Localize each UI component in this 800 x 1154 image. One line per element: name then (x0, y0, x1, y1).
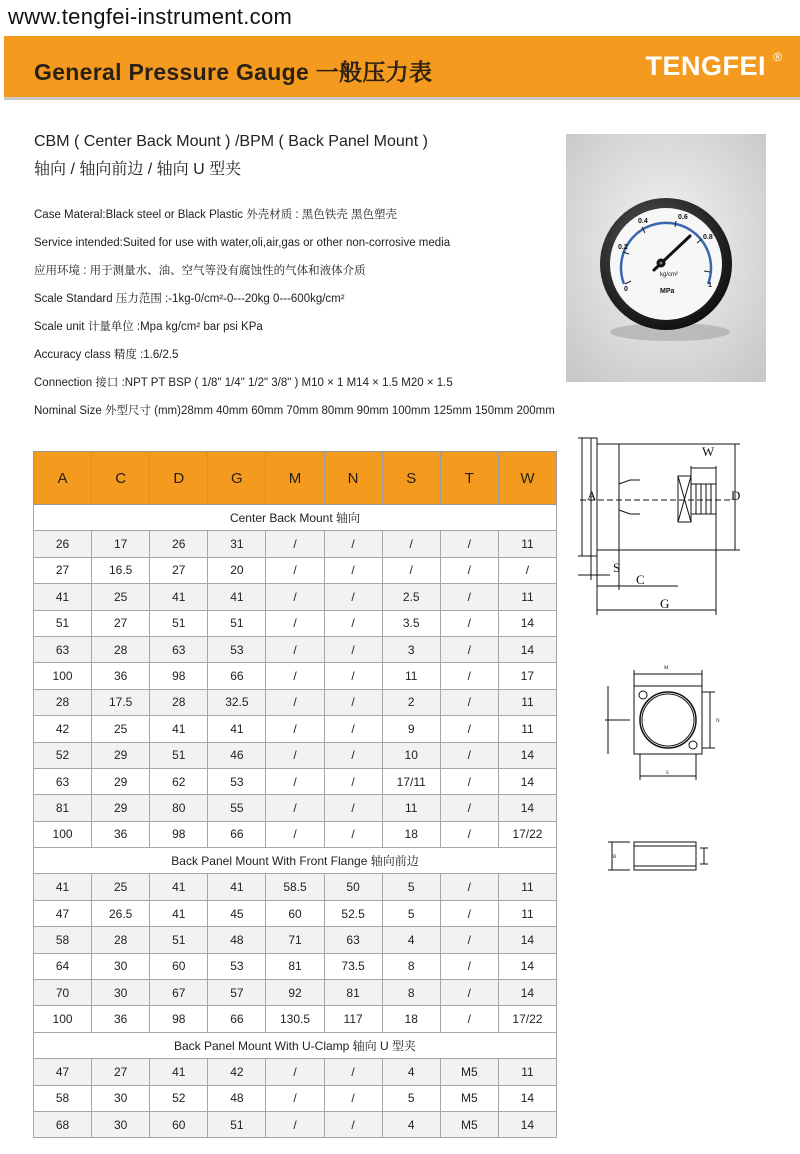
table-cell-m: / (266, 689, 324, 715)
table-cell-d: 80 (150, 795, 208, 821)
table-body (34, 505, 557, 1138)
table-cell-m: / (266, 557, 324, 583)
table-cell-a: 47 (34, 1059, 92, 1085)
dim-label-g: G (660, 596, 670, 611)
table-cell-t: / (440, 768, 498, 794)
table-cell-t: / (440, 1006, 498, 1032)
section-title-row (34, 1032, 557, 1058)
table-row (34, 874, 557, 900)
table-cell-s: 2 (382, 689, 440, 715)
table-cell-n: / (324, 821, 382, 847)
table-cell-g: 66 (208, 821, 266, 847)
table-cell-s: 5 (382, 900, 440, 926)
table-cell-s: 5 (382, 874, 440, 900)
table-cell-s: 8 (382, 980, 440, 1006)
table-cell-s: 2.5 (382, 584, 440, 610)
table-cell-t: / (440, 636, 498, 662)
table-cell-g: 53 (208, 768, 266, 794)
table-cell-t: / (440, 874, 498, 900)
table-cell-t: / (440, 927, 498, 953)
table-cell-c: 16.5 (92, 557, 150, 583)
table-cell-g: 42 (208, 1059, 266, 1085)
dim-label-w: W (702, 444, 715, 459)
table-cell-c: 29 (92, 742, 150, 768)
table-cell-g: 57 (208, 980, 266, 1006)
table-cell-m: 71 (266, 927, 324, 953)
table-cell-m: 58.5 (266, 874, 324, 900)
table-row (34, 795, 557, 821)
table-row (34, 557, 557, 583)
section-title: Back Panel Mount With U-Clamp 轴向 U 型夹 (34, 1032, 557, 1058)
table-cell-n: / (324, 1059, 382, 1085)
table-cell-n: 73.5 (324, 953, 382, 979)
table-cell-s: 18 (382, 821, 440, 847)
column-header-n: N (324, 452, 382, 505)
table-cell-w: 14 (498, 636, 556, 662)
table-cell-t: / (440, 980, 498, 1006)
table-cell-t: / (440, 663, 498, 689)
table-cell-a: 63 (34, 768, 92, 794)
table-cell-w: 14 (498, 610, 556, 636)
table-cell-t: / (440, 584, 498, 610)
table-cell-a: 51 (34, 610, 92, 636)
table-cell-w: 11 (498, 716, 556, 742)
table-cell-a: 28 (34, 689, 92, 715)
table-cell-t: M5 (440, 1085, 498, 1111)
dial-unit-kg: kg/cm² (660, 272, 678, 278)
table-cell-g: 66 (208, 663, 266, 689)
mount-types-en: CBM ( Center Back Mount ) /BPM ( Back Panel Mount ) (34, 133, 428, 150)
table-cell-m: / (266, 663, 324, 689)
table-cell-c: 27 (92, 1059, 150, 1085)
table-cell-a: 100 (34, 663, 92, 689)
table-cell-n: / (324, 663, 382, 689)
table-row (34, 900, 557, 926)
table-cell-g: 48 (208, 927, 266, 953)
table-cell-m: / (266, 716, 324, 742)
table-cell-s: 4 (382, 1111, 440, 1137)
table-header-row (34, 452, 557, 505)
table-cell-s: 9 (382, 716, 440, 742)
spec-accuracy: Accuracy class 精度 :1.6/2.5 (34, 349, 179, 361)
table-cell-w: 11 (498, 689, 556, 715)
flange-view-drawing (600, 830, 730, 880)
table-cell-n: / (324, 742, 382, 768)
section-title: Back Panel Mount With Front Flange 轴向前边 (34, 848, 557, 874)
table-row (34, 663, 557, 689)
table-cell-g: 53 (208, 636, 266, 662)
dim-label-c: C (636, 572, 645, 587)
table-cell-n: 52.5 (324, 900, 382, 926)
table-cell-c: 30 (92, 953, 150, 979)
table-cell-g: 41 (208, 584, 266, 610)
table-cell-d: 41 (150, 716, 208, 742)
table-cell-t: / (440, 900, 498, 926)
table-cell-d: 51 (150, 610, 208, 636)
registered-mark: ® (773, 50, 782, 64)
side-view-drawing (570, 430, 795, 625)
front-label-n: N (716, 719, 720, 724)
table-cell-w: 11 (498, 531, 556, 557)
table-cell-d: 98 (150, 1006, 208, 1032)
table-cell-s: 4 (382, 927, 440, 953)
brand-logo: TENGFEI (645, 51, 766, 81)
table-cell-c: 30 (92, 1111, 150, 1137)
table-cell-g: 66 (208, 1006, 266, 1032)
table-cell-a: 58 (34, 1085, 92, 1111)
spec-scale-unit: Scale unit 计量单位 :Mpa kg/cm² bar psi KPa (34, 321, 263, 333)
table-row (34, 953, 557, 979)
table-row (34, 531, 557, 557)
table-cell-a: 68 (34, 1111, 92, 1137)
table-cell-g: 41 (208, 874, 266, 900)
table-cell-a: 81 (34, 795, 92, 821)
table-cell-g: 46 (208, 742, 266, 768)
table-cell-d: 27 (150, 557, 208, 583)
table-cell-w: 14 (498, 742, 556, 768)
table-cell-a: 42 (34, 716, 92, 742)
table-cell-w: 17/22 (498, 821, 556, 847)
table-cell-d: 52 (150, 1085, 208, 1111)
table-cell-n: 81 (324, 980, 382, 1006)
table-cell-d: 60 (150, 953, 208, 979)
table-cell-a: 47 (34, 900, 92, 926)
column-header-s: S (382, 452, 440, 505)
spec-service-intended: Service intended:Suited for use with water,oli,air,gas or other non-corrosive media (34, 237, 451, 249)
table-cell-s: 11 (382, 795, 440, 821)
table-cell-c: 36 (92, 1006, 150, 1032)
table-cell-n: / (324, 584, 382, 610)
table-cell-w: 14 (498, 768, 556, 794)
table-cell-m: / (266, 768, 324, 794)
spec-nominal-size: Nominal Size 外型尺寸 (mm)28mm 40mm 60mm 70mm 80mm 90mm 100mm 125mm 150mm 200mm (34, 405, 555, 417)
table-cell-c: 28 (92, 927, 150, 953)
flange-label-b: B (613, 855, 617, 860)
table-cell-s: 8 (382, 953, 440, 979)
table-cell-n: / (324, 1085, 382, 1111)
front-view-drawing (600, 660, 750, 790)
table-cell-m: / (266, 821, 324, 847)
table-cell-w: 17 (498, 663, 556, 689)
table-cell-c: 26.5 (92, 900, 150, 926)
column-header-a: A (34, 452, 92, 505)
table-cell-g: 53 (208, 953, 266, 979)
table-row (34, 768, 557, 794)
table-cell-d: 41 (150, 1059, 208, 1085)
table-cell-m: 130.5 (266, 1006, 324, 1032)
table-cell-n: / (324, 795, 382, 821)
table-cell-s: 11 (382, 663, 440, 689)
table-cell-t: / (440, 557, 498, 583)
table-cell-d: 41 (150, 900, 208, 926)
section-title-row (34, 848, 557, 874)
table-cell-g: 51 (208, 610, 266, 636)
table-cell-c: 28 (92, 636, 150, 662)
dimension-table (33, 451, 557, 1138)
table-cell-t: / (440, 953, 498, 979)
table-row (34, 1006, 557, 1032)
dim-label-d: D (731, 488, 741, 503)
table-cell-w: 11 (498, 900, 556, 926)
table-cell-w: 11 (498, 584, 556, 610)
table-row (34, 584, 557, 610)
table-row (34, 1059, 557, 1085)
table-cell-a: 63 (34, 636, 92, 662)
table-cell-s: 18 (382, 1006, 440, 1032)
table-cell-w: 14 (498, 980, 556, 1006)
front-label-m: M (664, 666, 669, 671)
table-cell-a: 52 (34, 742, 92, 768)
table-cell-w: 14 (498, 1111, 556, 1137)
table-cell-c: 25 (92, 716, 150, 742)
table-cell-m: / (266, 1059, 324, 1085)
table-cell-m: / (266, 795, 324, 821)
table-cell-g: 20 (208, 557, 266, 583)
table-cell-w: 17/22 (498, 1006, 556, 1032)
table-cell-t: / (440, 795, 498, 821)
spec-application: 应用环境 : 用于测量水、油、空气等没有腐蚀性的气体和液体介质 (34, 265, 366, 277)
table-cell-g: 51 (208, 1111, 266, 1137)
dial-label-1: 0.2 (618, 244, 628, 251)
table-cell-n: / (324, 716, 382, 742)
dial-label-3: 0.6 (678, 214, 688, 221)
table-cell-g: 31 (208, 531, 266, 557)
table-cell-c: 29 (92, 768, 150, 794)
table-cell-w: 11 (498, 1059, 556, 1085)
column-header-d: D (150, 452, 208, 505)
table-cell-s: 17/11 (382, 768, 440, 794)
column-header-w: W (498, 452, 556, 505)
table-cell-m: 60 (266, 900, 324, 926)
table-cell-a: 27 (34, 557, 92, 583)
table-cell-s: / (382, 557, 440, 583)
table-cell-t: / (440, 821, 498, 847)
table-cell-d: 28 (150, 689, 208, 715)
table-cell-n: / (324, 689, 382, 715)
table-cell-n: / (324, 1111, 382, 1137)
table-cell-t: / (440, 610, 498, 636)
table-cell-w: 14 (498, 953, 556, 979)
table-cell-t: / (440, 716, 498, 742)
table-cell-c: 36 (92, 663, 150, 689)
table-cell-m: / (266, 610, 324, 636)
table-cell-w: 14 (498, 795, 556, 821)
table-cell-n: 63 (324, 927, 382, 953)
table-cell-a: 41 (34, 874, 92, 900)
table-cell-w: 14 (498, 927, 556, 953)
dim-label-s: S (613, 560, 621, 575)
table-cell-t: M5 (440, 1111, 498, 1137)
table-cell-m: / (266, 742, 324, 768)
table-row (34, 1085, 557, 1111)
spec-connection: Connection 接口 :NPT PT BSP ( 1/8" 1/4" 1/2" 3/8" ) M10 × 1 M14 × 1.5 M20 × 1.5 (34, 377, 453, 389)
table-cell-c: 27 (92, 610, 150, 636)
table-cell-n: / (324, 636, 382, 662)
table-cell-g: 41 (208, 716, 266, 742)
table-cell-a: 100 (34, 1006, 92, 1032)
table-cell-d: 60 (150, 1111, 208, 1137)
dial-label-0: 0 (624, 286, 628, 293)
mount-types-cn: 轴向 / 轴向前边 / 轴向 U 型夹 (34, 161, 242, 178)
table-cell-s: 3.5 (382, 610, 440, 636)
dimension-table-grid (33, 451, 557, 1138)
table-row (34, 1111, 557, 1137)
dial-unit-mpa: MPa (660, 288, 675, 295)
table-cell-n: 117 (324, 1006, 382, 1032)
table-cell-s: / (382, 531, 440, 557)
table-cell-c: 36 (92, 821, 150, 847)
table-cell-a: 64 (34, 953, 92, 979)
table-cell-a: 100 (34, 821, 92, 847)
table-cell-d: 51 (150, 742, 208, 768)
section-title: Center Back Mount 轴向 (34, 505, 557, 531)
dim-label-a: A (587, 488, 597, 503)
column-header-m: M (266, 452, 324, 505)
table-cell-w: 14 (498, 1085, 556, 1111)
table-row (34, 742, 557, 768)
table-cell-d: 98 (150, 663, 208, 689)
table-cell-t: M5 (440, 1059, 498, 1085)
table-cell-m: / (266, 584, 324, 610)
table-cell-d: 51 (150, 927, 208, 953)
table-row (34, 716, 557, 742)
spec-case-material: Case Materal:Black steel or Black Plastic 外壳材质 : 黑色铁壳 黑色塑壳 (34, 209, 397, 221)
table-cell-n: 50 (324, 874, 382, 900)
table-cell-c: 17.5 (92, 689, 150, 715)
website-url[interactable]: www.tengfei-instrument.com (8, 4, 293, 29)
table-cell-g: 48 (208, 1085, 266, 1111)
table-cell-w: 11 (498, 874, 556, 900)
column-header-g: G (208, 452, 266, 505)
page-title: General Pressure Gauge 一般压力表 (34, 59, 433, 85)
table-cell-m: / (266, 636, 324, 662)
table-cell-a: 41 (34, 584, 92, 610)
table-row (34, 636, 557, 662)
table-cell-s: 10 (382, 742, 440, 768)
table-cell-d: 41 (150, 874, 208, 900)
table-cell-s: 4 (382, 1059, 440, 1085)
table-cell-g: 55 (208, 795, 266, 821)
table-cell-c: 30 (92, 1085, 150, 1111)
table-cell-n: / (324, 768, 382, 794)
table-cell-g: 32.5 (208, 689, 266, 715)
table-cell-d: 41 (150, 584, 208, 610)
dial-label-2: 0.4 (638, 218, 648, 225)
table-cell-t: / (440, 689, 498, 715)
table-cell-t: / (440, 531, 498, 557)
table-cell-c: 25 (92, 874, 150, 900)
table-cell-n: / (324, 610, 382, 636)
column-header-t: T (440, 452, 498, 505)
table-cell-a: 26 (34, 531, 92, 557)
table-row (34, 821, 557, 847)
table-cell-s: 3 (382, 636, 440, 662)
table-cell-c: 17 (92, 531, 150, 557)
table-cell-m: 81 (266, 953, 324, 979)
table-cell-n: / (324, 531, 382, 557)
table-row (34, 980, 557, 1006)
table-cell-d: 98 (150, 821, 208, 847)
gauge-photo (566, 134, 766, 382)
title-banner (4, 36, 800, 100)
gauge-needle (566, 134, 766, 382)
column-header-c: C (92, 452, 150, 505)
table-row (34, 927, 557, 953)
table-cell-c: 25 (92, 584, 150, 610)
section-title-row (34, 505, 557, 531)
table-cell-m: / (266, 1111, 324, 1137)
table-cell-s: 5 (382, 1085, 440, 1111)
table-cell-d: 62 (150, 768, 208, 794)
table-cell-a: 70 (34, 980, 92, 1006)
table-cell-d: 63 (150, 636, 208, 662)
spec-scale-standard: Scale Standard 压力范围 :-1kg-0/cm²-0---20kg 0---600kg/cm² (34, 293, 345, 305)
table-cell-d: 26 (150, 531, 208, 557)
table-cell-t: / (440, 742, 498, 768)
dial-label-4: 0.8 (703, 234, 713, 241)
table-cell-m: 92 (266, 980, 324, 1006)
table-cell-c: 29 (92, 795, 150, 821)
table-cell-m: / (266, 531, 324, 557)
front-label-s: S (666, 771, 669, 776)
table-cell-g: 45 (208, 900, 266, 926)
table-cell-w: / (498, 557, 556, 583)
table-row (34, 610, 557, 636)
table-row (34, 689, 557, 715)
table-cell-c: 30 (92, 980, 150, 1006)
table-cell-d: 67 (150, 980, 208, 1006)
table-cell-n: / (324, 557, 382, 583)
table-cell-a: 58 (34, 927, 92, 953)
table-cell-m: / (266, 1085, 324, 1111)
dial-label-5: 1 (708, 282, 712, 289)
